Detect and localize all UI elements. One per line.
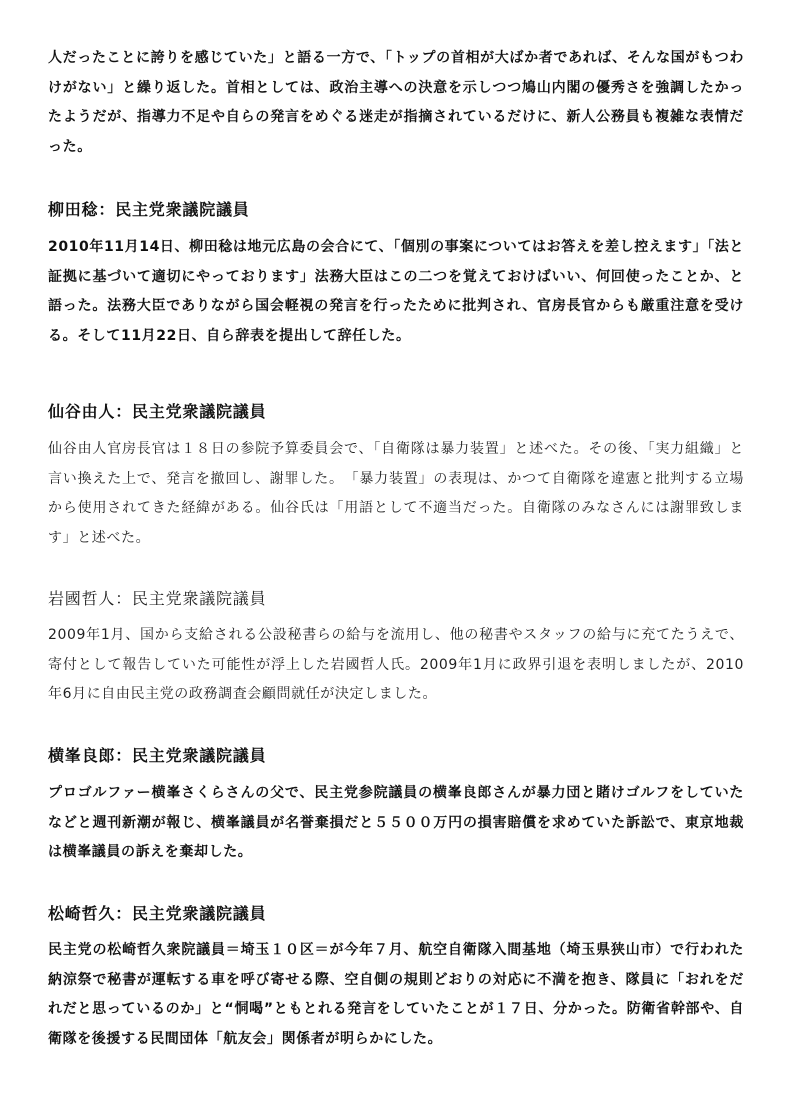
section-body-iwakuni: 2009年1月、国から支給される公設秘書らの給与を流用し、他の秘書やスタッフの給与に充てたうえで、寄付として報告していた可能性が浮上した岩國哲人氏。2009年1月に政界引退を表明しましたが、2010年6月に自由民主党の政務調査会顧問就任が決定しました。 <box>48 627 744 702</box>
section-body-sengoku: 仙谷由人官房長官は１８日の参院予算委員会で、「自衛隊は暴力装置」と述べた。その後、「実力組織」と言い換えた上で、発言を撤回し、謝罪した。 「暴力装置」の表現は、かつて自衛隊を違憲と批判する立場から使用されてきた経緯がある。仙谷氏は「用語として不適当だった。自衛隊のみなさんには謝罪致します」と述べた。 <box>48 441 744 546</box>
section-heading-yanagida: 柳田稔：民主党衆議院議員 <box>48 200 250 219</box>
section-body-matsuzaki: 民主党の松崎哲久衆院議員＝埼玉１０区＝が今年７月、航空自衛隊入間基地（埼玉県狭山市）で行われた納涼祭で秘書が運転する車を呼び寄せる際、空自側の規則どおりの対応に不満を抱き、隊員に「おれをだれだと思っているのか」と“恫喝”ともとれる発言をしていたことが１７日、分かった。防衛省幹部や、自衛隊を後援する民間団体「航友会」関係者が明らかにした。 <box>48 942 744 1047</box>
intro-paragraph: 人だったことに誇りを感じていた」と語る一方で、「トップの首相が大ばか者であれば、そんな国がもつわけがない」と繰り返した。首相としては、政治主導への決意を示しつつ鳩山内閣の優秀さを強調したかったようだが、指導力不足や自らの発言をめぐる迷走が指摘されているだけに、新人公務員も複雑な表情だった。 <box>48 50 744 155</box>
section-heading-sengoku: 仙谷由人：民主党衆議院議員 <box>48 402 267 421</box>
section-body-yanagida: 2010年11月14日、柳田稔は地元広島の会合にて、「個別の事案についてはお答えを差し控えます」「法と証拠に基づいて適切にやっております」法務大臣はこの二つを覚えておけばいい、何回使ったことか、と語った。法務大臣でありながら国会軽視の発言を行ったために批判され、官房長官からも厳重注意を受ける。そして11月22日、自ら辞表を提出して辞任した。 <box>48 239 744 344</box>
section-body-yokomine: プロゴルファー横峯さくらさんの父で、民主党参院議員の横峯良郎さんが暴力団と賭けゴルフをしていたなどと週刊新潮が報じ、横峯議員が名誉棄損だと５５００万円の損害賠償を求めていた訴訟で、東京地裁は横峯議員の訴えを棄却した。 <box>48 785 744 860</box>
section-heading-matsuzaki: 松崎哲久：民主党衆議院議員 <box>48 904 267 923</box>
section-heading-yokomine: 横峯良郎：民主党衆議院議員 <box>48 746 267 765</box>
section-heading-iwakuni: 岩國哲人：民主党衆議院議員 <box>48 589 267 608</box>
